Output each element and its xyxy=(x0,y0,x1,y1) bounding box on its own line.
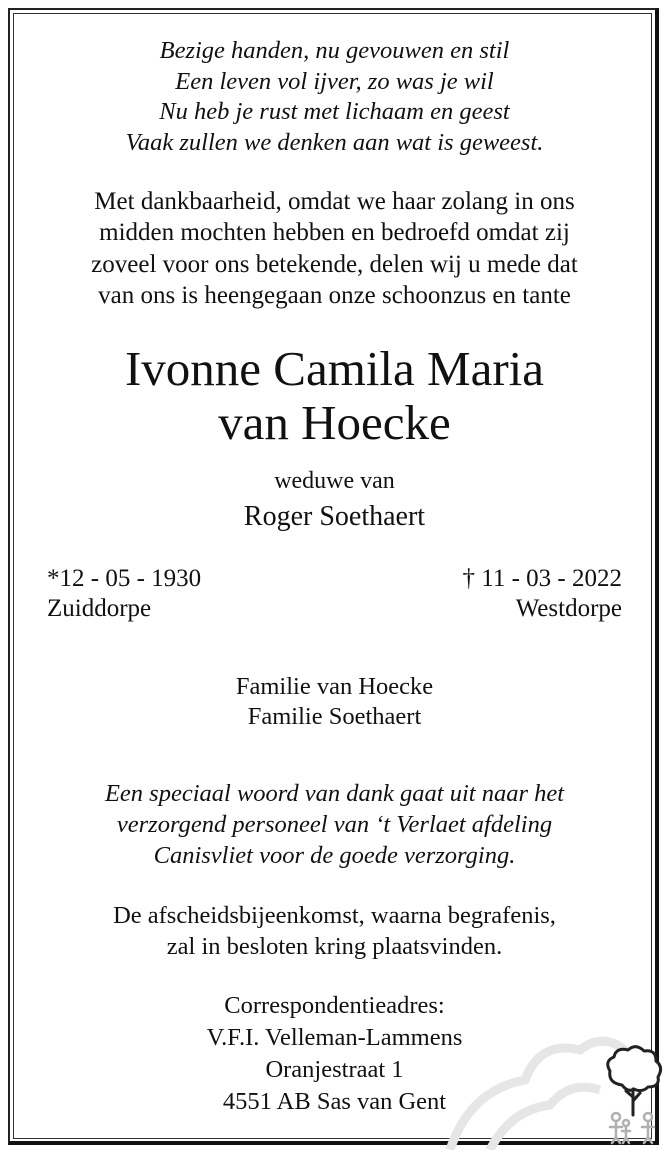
address-line: V.F.I. Velleman-Lammens xyxy=(206,1024,463,1051)
deceased-name-line1: Ivonne Camila Maria xyxy=(124,341,545,396)
thanks-line: verzorgend personeel van ‘t Verlaet afdeling xyxy=(116,811,553,838)
announcement-line: zoveel voor ons betekende, delen wij u mede dat xyxy=(91,250,578,278)
announcement-text xyxy=(0,186,669,311)
poem xyxy=(0,36,669,158)
family-line: Familie Soethaert xyxy=(247,703,422,730)
spouse-name: Roger Soethaert xyxy=(243,501,426,532)
tree-family-icon xyxy=(602,1045,664,1145)
poem-line: Een leven vol ijver, zo was je wil xyxy=(175,67,494,95)
thanks-text xyxy=(0,778,669,871)
deceased-name-line2: van Hoecke xyxy=(218,395,451,450)
address-line: 4551 AB Sas van Gent xyxy=(222,1088,447,1115)
thanks-line: Canisvliet voor de goede verzorging. xyxy=(153,842,516,869)
address-line: Correspondentieadres: xyxy=(224,992,445,1019)
address-line: Oranjestraat 1 xyxy=(265,1056,404,1083)
poem-line: Bezige handen, nu gevouwen en stil xyxy=(159,37,510,64)
ceremony-text xyxy=(0,900,669,962)
family-line: Familie van Hoecke xyxy=(235,673,434,700)
deceased-name xyxy=(0,342,669,450)
death-place: Westdorpe xyxy=(515,595,622,622)
birth-info xyxy=(47,564,201,624)
family-names xyxy=(0,672,669,732)
poem-line: Nu heb je rust met lichaam en geest xyxy=(159,98,510,125)
poem-line: Vaak zullen we denken aan wat is geweest. xyxy=(125,128,544,156)
birth-date: *12 - 05 - 1930 xyxy=(47,565,202,592)
birth-place: Zuiddorpe xyxy=(47,595,152,622)
announcement-line: van ons is heengegaan onze schoonzus en tante xyxy=(98,281,571,309)
ceremony-line: zal in besloten kring plaatsvinden. xyxy=(166,933,503,960)
ceremony-line: De afscheidsbijeenkomst, waarna begrafenis, xyxy=(113,902,556,929)
death-info xyxy=(463,564,622,624)
announcement-line: midden mochten hebben en bedroefd omdat zij xyxy=(99,219,570,247)
announcement-line: Met dankbaarheid, omdat we haar zolang in ons xyxy=(94,188,575,215)
death-date: † 11 - 03 - 2022 xyxy=(462,565,622,592)
thanks-line: Een speciaal woord van dank gaat uit naar het xyxy=(104,780,565,807)
widow-label: weduwe van xyxy=(274,468,395,494)
